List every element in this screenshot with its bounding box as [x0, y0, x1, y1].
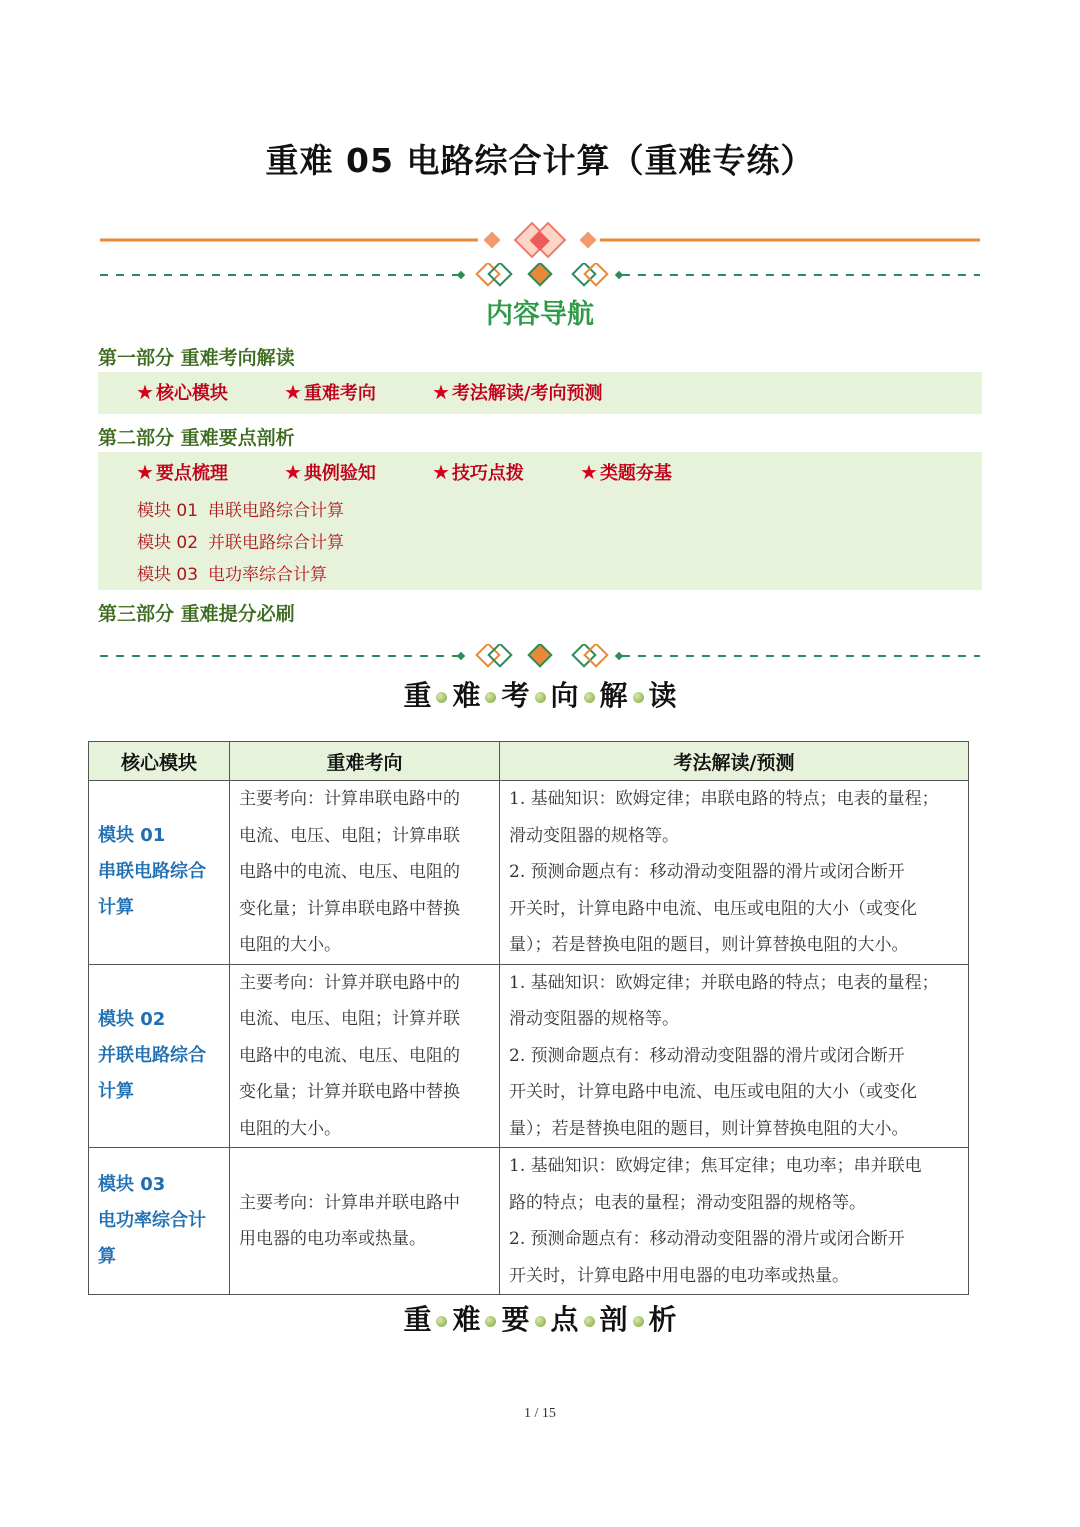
dot-icon — [436, 1316, 447, 1327]
column-header: 核心模块 — [89, 742, 230, 781]
dot-icon — [633, 1316, 644, 1327]
orange-divider-ornament — [100, 222, 980, 258]
star-icon: ★ — [580, 460, 598, 484]
part1-item-exam-analysis[interactable]: ★ 考法解读/考向预测 — [432, 380, 603, 404]
part1-item-core-module[interactable]: ★ 核心模块 — [136, 380, 228, 404]
part2-item-key-points[interactable]: ★ 要点梳理 — [136, 460, 228, 484]
document-title: 重难 05 电路综合计算（重难专练） — [265, 141, 815, 180]
part2-item-practice[interactable]: ★ 类题夯基 — [580, 460, 672, 484]
part2-title[interactable]: 第二部分 重难要点剖析 — [98, 427, 295, 449]
dot-icon — [584, 692, 595, 703]
table-header-row — [89, 742, 969, 781]
table-row — [89, 781, 969, 965]
dot-icon — [436, 692, 447, 703]
dot-icon — [535, 1316, 546, 1327]
part1-title[interactable]: 第一部分 重难考向解读 — [98, 347, 295, 369]
page-number: 1 / 15 — [524, 1406, 556, 1421]
part1-item-key-direction[interactable]: ★ 重难考向 — [284, 380, 376, 404]
star-icon: ★ — [432, 380, 450, 404]
direction-cell: 主要考向：计算并联电路中的 电流、电压、电阻；计算并联 电路中的电流、电压、电阻的 变化量；计算并联电路中替换 电阻的大小。 — [230, 964, 500, 1148]
star-icon: ★ — [136, 380, 154, 404]
star-icon: ★ — [284, 460, 302, 484]
dot-icon — [633, 692, 644, 703]
dot-icon — [535, 692, 546, 703]
exam-direction-table — [88, 741, 969, 1295]
dot-icon — [485, 692, 496, 703]
direction-cell: 主要考向：计算串并联电路中 用电器的电功率或热量。 — [230, 1148, 500, 1295]
nav-module-link[interactable]: 模块 02 并联电路综合计算 — [137, 533, 345, 553]
module-cell: 模块 03 电功率综合计 算 — [89, 1148, 230, 1295]
table-row — [89, 964, 969, 1148]
module-cell: 模块 02 并联电路综合 计算 — [89, 964, 230, 1148]
part2-item-examples[interactable]: ★ 典例验知 — [284, 460, 376, 484]
star-icon: ★ — [432, 460, 450, 484]
direction-cell: 主要考向：计算串联电路中的 电流、电压、电阻；计算串联 电路中的电流、电压、电阻的 变化量；计算串联电路中替换 电阻的大小。 — [230, 781, 500, 965]
section-heading-key-points: 重 难 要 点 剖 析 — [403, 1303, 677, 1336]
column-header: 重难考向 — [230, 742, 500, 781]
table-row — [89, 1148, 969, 1295]
section-heading-exam-directions: 重 难 考 向 解 读 — [403, 679, 677, 712]
star-icon: ★ — [136, 460, 154, 484]
part2-item-tips[interactable]: ★ 技巧点拨 — [432, 460, 524, 484]
column-header: 考法解读/预测 — [500, 742, 969, 781]
green-dashed-divider — [100, 263, 980, 287]
analysis-cell: 1. 基础知识：欧姆定律；串联电路的特点；电表的量程； 滑动变阻器的规格等。 2. 预测命题点有：移动滑动变阻器的滑片或闭合断开 开关时，计算电路中电流、电压或电阻的大小（或变化 量）；若是替换电阻的题目，则计算替换电阻的大小。 — [500, 781, 969, 965]
dot-icon — [485, 1316, 496, 1327]
content-navigation-heading: 内容导航 — [486, 299, 594, 330]
module-cell: 模块 01 串联电路综合 计算 — [89, 781, 230, 965]
analysis-cell: 1. 基础知识：欧姆定律；焦耳定律；电功率；串并联电 路的特点；电表的量程；滑动变阻器的规格等。 2. 预测命题点有：移动滑动变阻器的滑片或闭合断开 开关时，计算电路中用电器的电功率或热量。 — [500, 1148, 969, 1295]
analysis-cell: 1. 基础知识：欧姆定律；并联电路的特点；电表的量程； 滑动变阻器的规格等。 2. 预测命题点有：移动滑动变阻器的滑片或闭合断开 开关时，计算电路中电流、电压或电阻的大小（或变化 量）；若是替换电阻的题目，则计算替换电阻的大小。 — [500, 964, 969, 1148]
nav-module-link[interactable]: 模块 03 电功率综合计算 — [137, 565, 328, 585]
green-dashed-divider — [100, 644, 980, 668]
part3-title[interactable]: 第三部分 重难提分必刷 — [98, 603, 295, 625]
star-icon: ★ — [284, 380, 302, 404]
part1-band — [98, 372, 982, 414]
dot-icon — [584, 1316, 595, 1327]
nav-module-link[interactable]: 模块 01 串联电路综合计算 — [137, 501, 345, 521]
